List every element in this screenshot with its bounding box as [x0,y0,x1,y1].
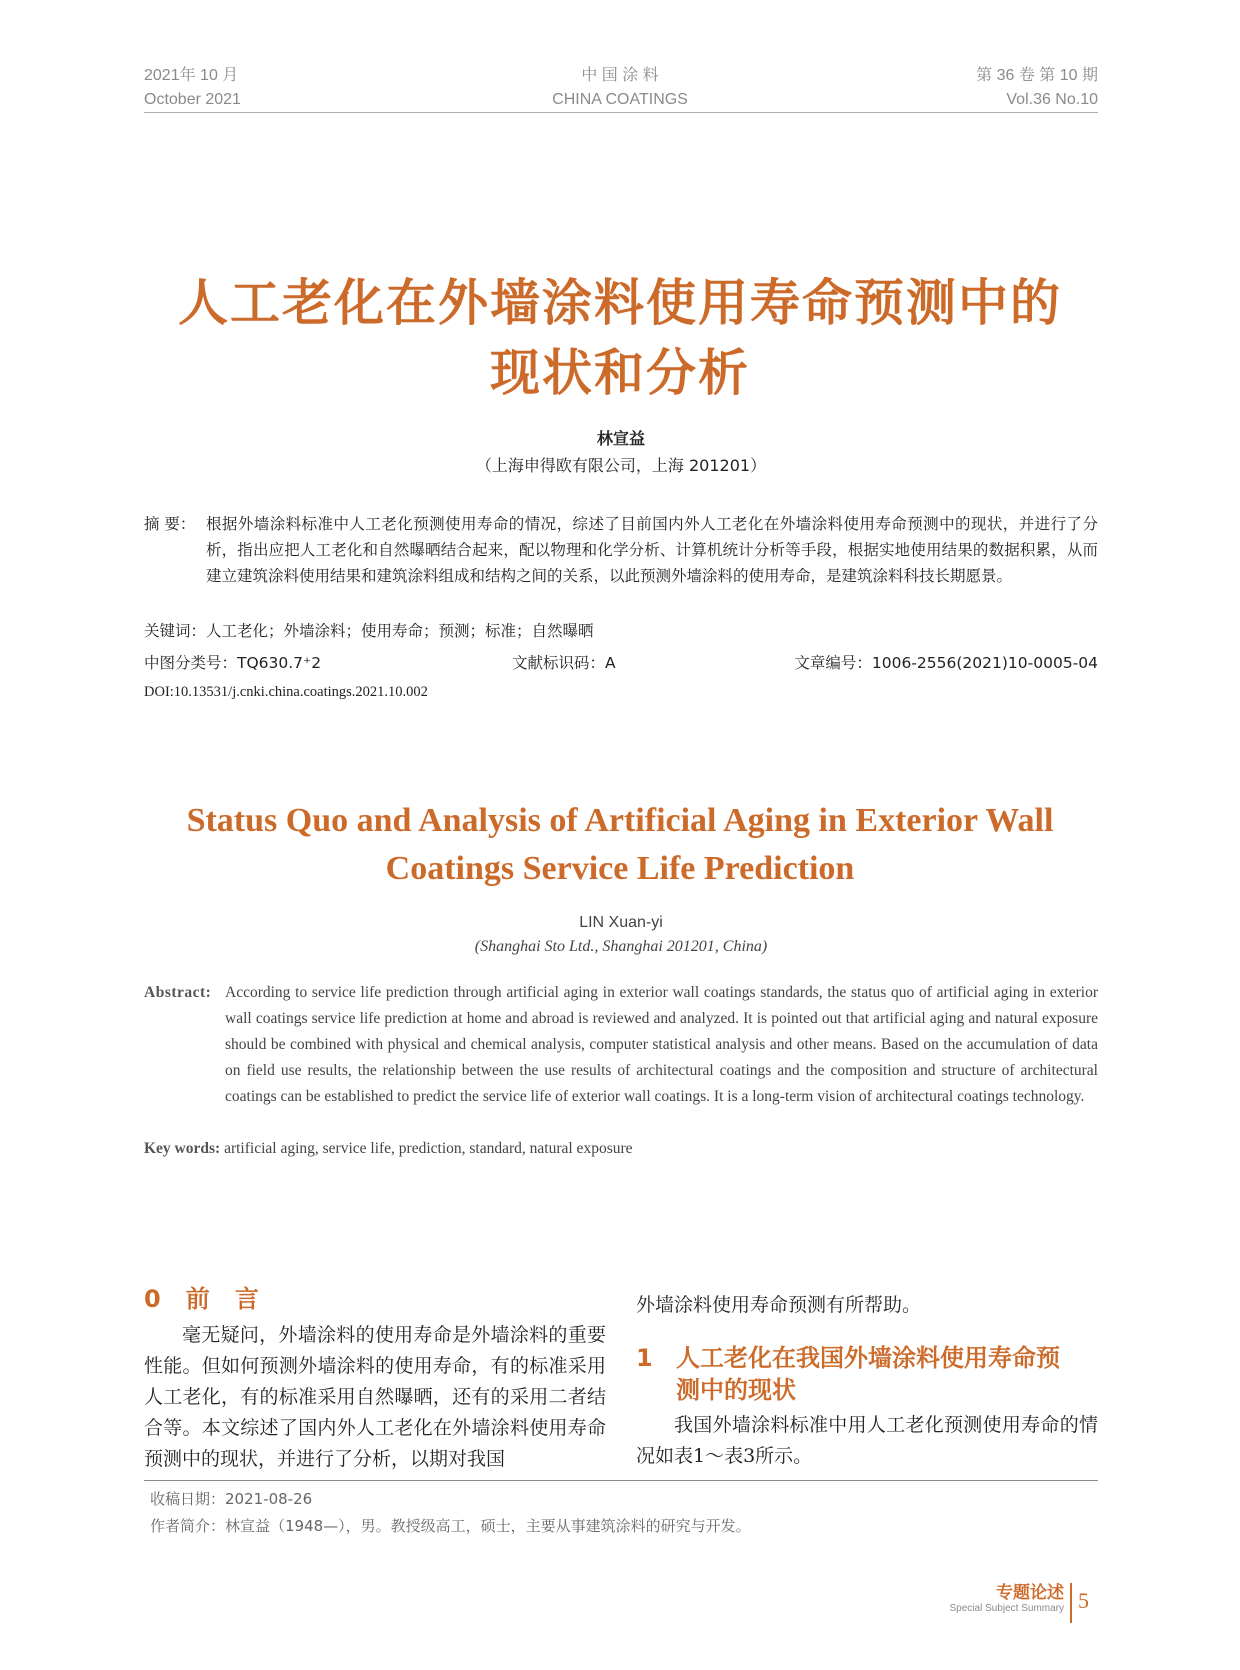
running-section-en: Special Subject Summary [949,1603,1064,1614]
article-number: 文章编号：1006-2556(2021)10-0005-04 [794,654,1098,672]
title-cn-line1: 人工老化在外墙涂料使用寿命预测中的 [178,274,1062,332]
received-date: 收稿日期：2021-08-26 [150,1490,313,1508]
abstract-cn-text: 根据外墙涂料标准中人工老化预测使用寿命的情况，综述了目前国内外人工老化在外墙涂料使用寿命预测中的现状，并进行了分析，指出应把人工老化和自然曝晒结合起来，配以物理和化学分析、计算机统计分析等手段，根据实地使用结果的数据积累，从而建立建筑涂料使用结果和建筑涂料组成和结构之间的关系，以此预测外墙涂料的使用寿命，是建筑涂料科技长期愿景。 [206,515,1098,585]
abstract-cn-label: 摘 要： [144,515,196,533]
abstract-en-label: Abstract: [144,984,212,1001]
page-number: 5 [1078,1588,1089,1613]
header-journal-en: CHINA COATINGS [552,91,688,108]
title-cn-line2: 现状和分析 [490,344,750,402]
right-column-continuation: 外墙涂料使用寿命预测有所帮助。 [636,1294,922,1316]
header-date-cn: 2021年 10 月 [144,67,239,84]
header-journal [520,64,720,112]
header-date-en: October 2021 [144,91,241,108]
running-section-cn: 专题论述 [996,1583,1064,1603]
author-bio: 作者简介：林宣益（1948—），男。教授级高工，硕士，主要从事建筑涂料的研究与开发。 [150,1517,751,1535]
title-en-line1: Status Quo and Analysis of Artificial Aging in Exterior Wall [186,802,1054,839]
keywords-en-text: artificial aging, service life, prediction, standard, natural exposure [224,1140,633,1157]
abstract-en-text: According to service life prediction through artificial aging in exterior wall coatings standards, the status quo of artificial aging in exterior wall coatings service life prediction at home and abroad is reviewed and analyzed. It is pointed out that artificial aging and natural exposure should be combined with physical and chemical analysis, computer statistical analysis and other means. Based on the accumulation of data on field use results, the relationship between the use results of architectural coatings and the composition and structure of architectural coatings can be established to predict the service life of exterior wall coatings. It is a long-term vision of architectural coatings technology. [225,984,1098,1105]
title-cn [100,268,1140,408]
header-vol-cn: 第 36 卷 第 10 期 [976,67,1098,84]
classification-number: 中图分类号：TQ630.7⁺2 [144,654,322,672]
doi: DOI:10.13531/j.cnki.china.coatings.2021.10.002 [144,684,428,700]
header-rule [144,112,1098,113]
section-1-heading-line2: 测中的现状 [676,1376,796,1404]
section-0-paragraph: 毫无疑问，外墙涂料的使用寿命是外墙涂料的重要性能。但如何预测外墙涂料的使用寿命，有的标准采用人工老化，有的标准采用自然曝晒，还有的采用二者结合等。本文综述了国内外人工老化在外墙涂料使用寿命预测中的现状，并进行了分析，以期对我国 [144,1324,606,1470]
section-1-heading [676,1342,1098,1406]
header-vol-en: Vol.36 No.10 [1006,91,1098,108]
section-1-paragraph: 我国外墙涂料标准中用人工老化预测使用寿命的情况如表1～表3所示。 [636,1414,1098,1467]
header-journal-cn: 中 国 涂 料 [581,67,659,84]
running-section [900,1578,1064,1614]
affiliation-en: (Shanghai Sto Ltd., Shanghai 201201, China) [474,938,768,955]
author-en: LIN Xuan-yi [579,914,663,931]
title-en [100,797,1140,893]
affiliation-cn: （上海申得欧有限公司，上海 201201） [475,456,767,475]
keywords-en [144,1136,1098,1162]
abstract-en [144,980,1098,1110]
author-cn: 林宣益 [596,429,645,448]
section-1-heading-line1: 人工老化在我国外墙涂料使用寿命预 [676,1344,1060,1372]
keywords-cn: 关键词：人工老化；外墙涂料；使用寿命；预测；标准；自然曝晒 [144,622,594,640]
section-1-number: 1 [636,1344,653,1372]
title-en-line2: Coatings Service Life Prediction [385,850,855,887]
header-volume [898,64,1098,112]
abstract-cn [144,511,1098,589]
section-0-heading: 0 前 言 [144,1285,259,1313]
document-code: 文献标识码：A [512,654,616,672]
footnote-rule [144,1480,1098,1481]
page-number-divider [1070,1583,1072,1623]
keywords-en-label: Key words: [144,1140,221,1157]
header-date [144,64,241,112]
